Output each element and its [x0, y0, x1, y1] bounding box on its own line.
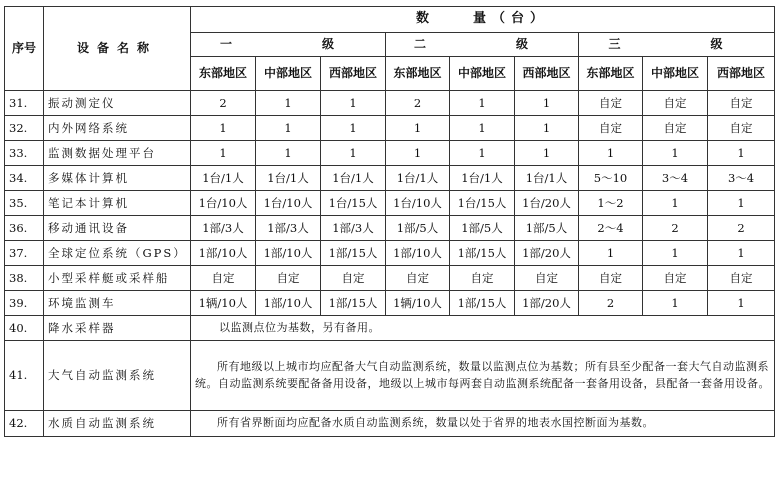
row-number: 35.: [5, 191, 44, 216]
quantity-cell: 自定: [643, 116, 708, 141]
quantity-cell: 1: [515, 141, 579, 166]
quantity-cell: 1部/15人: [450, 291, 515, 316]
row-number: 36.: [5, 216, 44, 241]
quantity-cell: 自定: [515, 266, 579, 291]
table-row: [5, 191, 775, 216]
table-row: [5, 141, 775, 166]
quantity-cell: 1部/3人: [256, 216, 321, 241]
quantity-cell: 1部/20人: [515, 241, 579, 266]
quantity-cell: 1部/10人: [191, 241, 256, 266]
level-2-header: 二 级: [386, 33, 579, 57]
quantity-cell: 2～4: [579, 216, 643, 241]
equipment-name: 大气自动监测系统: [44, 341, 191, 411]
seq-header: 序号: [5, 7, 44, 91]
equipment-name: 小型采样艇或采样船: [44, 266, 191, 291]
region-header: 西部地区: [708, 57, 775, 91]
quantity-cell: 自定: [386, 266, 450, 291]
quantity-cell: 1部/10人: [386, 241, 450, 266]
quantity-cell: 1: [191, 116, 256, 141]
quantity-cell: 2: [708, 216, 775, 241]
row-number: 39.: [5, 291, 44, 316]
quantity-cell: 1: [321, 141, 386, 166]
equipment-name: 振动测定仪: [44, 91, 191, 116]
quantity-cell: 自定: [708, 91, 775, 116]
quantity-cell: 1～2: [579, 191, 643, 216]
quantity-cell: 1辆/10人: [191, 291, 256, 316]
quantity-cell: 自定: [191, 266, 256, 291]
equipment-name: 笔记本计算机: [44, 191, 191, 216]
table-row: [5, 216, 775, 241]
quantity-cell: 1: [643, 291, 708, 316]
level-3-header: 三 级: [579, 33, 775, 57]
quantity-cell: 1台/1人: [450, 166, 515, 191]
quantity-cell: 1台/15人: [450, 191, 515, 216]
quantity-cell: 1: [321, 91, 386, 116]
row-number: 31.: [5, 91, 44, 116]
quantity-cell: 1台/1人: [191, 166, 256, 191]
quantity-cell: 1部/15人: [321, 291, 386, 316]
quantity-cell: 1部/5人: [450, 216, 515, 241]
quantity-cell: 1: [708, 141, 775, 166]
quantity-cell: 1台/15人: [321, 191, 386, 216]
quantity-cell: 2: [191, 91, 256, 116]
quantity-cell: 2: [643, 216, 708, 241]
quantity-cell: 自定: [256, 266, 321, 291]
quantity-cell: 1: [450, 141, 515, 166]
region-header: 中部地区: [450, 57, 515, 91]
quantity-cell: 1: [708, 291, 775, 316]
quantity-cell: 1: [386, 141, 450, 166]
equipment-name: 监测数据处理平台: [44, 141, 191, 166]
level-1-header: 一 级: [191, 33, 386, 57]
equipment-name: 多媒体计算机: [44, 166, 191, 191]
note-text: 所有地级以上城市均应配备大气自动监测系统，数量以监测点位为基数；所有县至少配备一套大气自动监测系统。自动监测系统要配备备用设备，地级以上城市每两套自动监测系统配备一套备用设备，县配备一套备用设备。: [191, 341, 775, 411]
row-number: 33.: [5, 141, 44, 166]
quantity-cell: 2: [579, 291, 643, 316]
table-row: [5, 116, 775, 141]
quantity-cell: 1台/1人: [386, 166, 450, 191]
row-number: 32.: [5, 116, 44, 141]
equipment-name: 降水采样器: [44, 316, 191, 341]
quantity-cell: 1: [643, 191, 708, 216]
region-header: 中部地区: [643, 57, 708, 91]
quantity-cell: 3～4: [643, 166, 708, 191]
quantity-cell: 1部/5人: [386, 216, 450, 241]
quantity-cell: 1: [515, 91, 579, 116]
quantity-cell: 1: [321, 116, 386, 141]
quantity-cell: 自定: [643, 266, 708, 291]
quantity-cell: 1台/10人: [386, 191, 450, 216]
quantity-cell: 1辆/10人: [386, 291, 450, 316]
quantity-cell: 1: [256, 91, 321, 116]
quantity-cell: 1: [579, 241, 643, 266]
row-number: 40.: [5, 316, 44, 341]
quantity-cell: 1部/15人: [450, 241, 515, 266]
region-header: 东部地区: [579, 57, 643, 91]
row-number: 41.: [5, 341, 44, 411]
quantity-cell: 1: [643, 241, 708, 266]
table-row: [5, 166, 775, 191]
row-number: 37.: [5, 241, 44, 266]
quantity-cell: 1部/10人: [256, 241, 321, 266]
quantity-header: 数 量（台）: [191, 7, 775, 33]
quantity-cell: 自定: [579, 91, 643, 116]
quantity-cell: 1台/1人: [256, 166, 321, 191]
quantity-cell: 1: [708, 191, 775, 216]
row-number: 38.: [5, 266, 44, 291]
quantity-cell: 1: [450, 91, 515, 116]
quantity-cell: 1台/1人: [515, 166, 579, 191]
table-row: [5, 291, 775, 316]
quantity-cell: 自定: [321, 266, 386, 291]
quantity-cell: 1部/5人: [515, 216, 579, 241]
quantity-cell: 1台/10人: [191, 191, 256, 216]
quantity-cell: 1: [515, 116, 579, 141]
quantity-cell: 自定: [643, 91, 708, 116]
quantity-cell: 1: [708, 241, 775, 266]
quantity-cell: 1部/3人: [191, 216, 256, 241]
quantity-cell: 自定: [708, 116, 775, 141]
quantity-cell: 1: [643, 141, 708, 166]
quantity-cell: 自定: [579, 266, 643, 291]
note-text: 以监测点位为基数，另有备用。: [191, 316, 775, 341]
equipment-name: 水质自动监测系统: [44, 411, 191, 437]
region-header: 中部地区: [256, 57, 321, 91]
table-row: [5, 241, 775, 266]
quantity-cell: 自定: [579, 116, 643, 141]
quantity-cell: 自定: [708, 266, 775, 291]
note-text: 所有省界断面均应配备水质自动监测系统，数量以处于省界的地表水国控断面为基数。: [191, 411, 775, 437]
quantity-cell: 2: [386, 91, 450, 116]
region-header: 西部地区: [515, 57, 579, 91]
quantity-cell: 3～4: [708, 166, 775, 191]
quantity-cell: 1: [256, 116, 321, 141]
quantity-cell: 1: [386, 116, 450, 141]
quantity-cell: 1部/20人: [515, 291, 579, 316]
row-number: 34.: [5, 166, 44, 191]
name-header: 设备名称: [44, 7, 191, 91]
row-number: 42.: [5, 411, 44, 437]
region-header: 东部地区: [191, 57, 256, 91]
equipment-table: [4, 6, 775, 437]
quantity-cell: 1: [191, 141, 256, 166]
quantity-cell: 1: [256, 141, 321, 166]
quantity-cell: 自定: [450, 266, 515, 291]
table-row: [5, 266, 775, 291]
equipment-name: 移动通讯设备: [44, 216, 191, 241]
quantity-cell: 5～10: [579, 166, 643, 191]
quantity-cell: 1部/15人: [321, 241, 386, 266]
table-row: [5, 91, 775, 116]
quantity-cell: 1部/3人: [321, 216, 386, 241]
quantity-cell: 1台/10人: [256, 191, 321, 216]
region-header: 西部地区: [321, 57, 386, 91]
equipment-name: 内外网络系统: [44, 116, 191, 141]
equipment-name: 环境监测车: [44, 291, 191, 316]
quantity-cell: 1部/10人: [256, 291, 321, 316]
region-header: 东部地区: [386, 57, 450, 91]
quantity-cell: 1台/1人: [321, 166, 386, 191]
equipment-name: 全球定位系统（GPS）: [44, 241, 191, 266]
quantity-cell: 1台/20人: [515, 191, 579, 216]
quantity-cell: 1: [579, 141, 643, 166]
quantity-cell: 1: [450, 116, 515, 141]
